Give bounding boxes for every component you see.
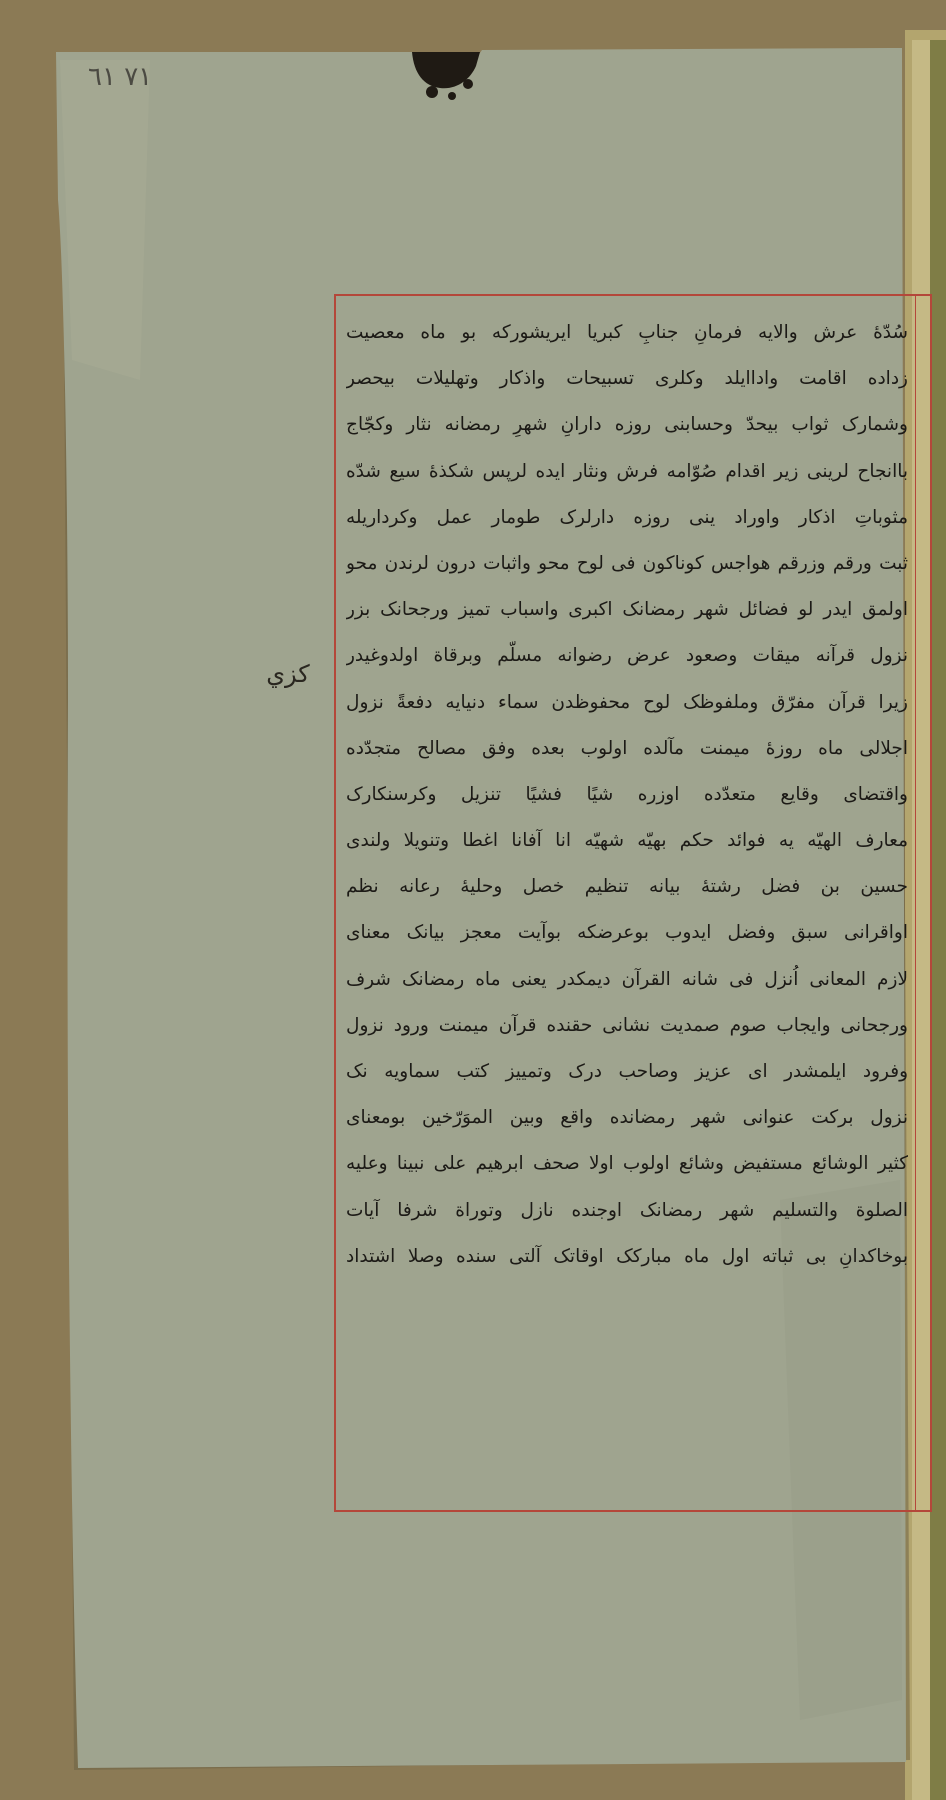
- text-line: نزول قرآنه میقات وصعود عرض رضوانه مسلّم وبرقاة اولدوغیدر: [346, 645, 908, 667]
- text-line: ثبت ورقم وزرقم هواجس کوناکون فی لوح محو واثبات درون لرندن محو: [346, 552, 908, 574]
- frame-inner-rule: [915, 294, 916, 1512]
- text-line: زیرا قرآن مفرّق وملفوظک لوح محفوظدن سماء دنیایه دفعةً نزول: [346, 691, 908, 713]
- text-line: وشمارک ثواب بیحدّ وحسابنی روزه دارانِ شهرِ رمضانه نثار وکجّاج: [346, 414, 908, 436]
- text-line: بوخاکدانِ بی ثباته اول ماه مبارکک اوقاتک آلتی سنده وصلا اشتداد: [346, 1245, 908, 1267]
- marginal-note: كزي: [266, 660, 310, 688]
- text-line: اواقرانی سبق وفضل ایدوب بوعرضکه بوآیت معجز بیانک معنای: [346, 922, 908, 944]
- text-line: اجلالی ماه روزهٔ میمنت مآلده اولوب بعده وفق مصالح متجدّده: [346, 737, 908, 759]
- text-line: واقتضای وقایع متعدّده اوزره شیًا فشیًا تنزیل وکرسنکارک: [346, 783, 908, 805]
- text-line: الصلوة والتسلیم شهر رمضانک اوجنده نازل وتوراة شرفا آیات: [346, 1199, 908, 1221]
- text-line: مثوباتِ اذکار واوراد ینی روزه دارلرک طومار عمل وکرداریله: [346, 506, 908, 528]
- text-line: حسین بن فضل رشتهٔ بیانه تنظیم خصل وحلیهٔ رعانه نظم: [346, 876, 908, 898]
- text-line: زداده اقامت واداایلد وکلری تسبیحات واذکار وتهلیلات بیحصر: [346, 368, 908, 390]
- text-lines: [346, 310, 908, 1280]
- text-line: باانجاح لرینی زیر اقدام صُوّامه فرش ونثار ایده لرپس شکذهٔ سیع شدّه: [346, 460, 908, 482]
- folio-number: ٧١ ٦١: [88, 62, 153, 92]
- text-line: معارف الهیّه یه فوائد حکم بهیّه شهیّه انا آفانا اغطا وتنویلا ولندی: [346, 830, 908, 852]
- text-line: کثیر الوشائع مستفیض وشائع اولوب اولا صحف ابرهیم علی نبینا وعلیه: [346, 1153, 908, 1175]
- text-line: اولمق ایدر لو فضائل شهر رمضانک اکبری واسباب تمیز ورجحانک بزر: [346, 599, 908, 621]
- text-line: نزول برکت عنوانی شهر رمضانده واقع وبین الموَرّخین بومعنای: [346, 1107, 908, 1129]
- text-line: ورجحانی وایجاب صوم صمدیت نشانی حقنده قرآن میمنت ورود نزول: [346, 1014, 908, 1036]
- text-line: لازم المعانی اُنزل فی شانه القرآن دیمکدر یعنی ماه رمضانک شرف: [346, 968, 908, 990]
- text-line: وفرود ایلمشدر ای عزیز وصاحب درک وتمییز کتب سماویه نک: [346, 1061, 908, 1082]
- text-frame: [334, 294, 932, 1512]
- text-line: سُدّهٔ عرش والایه فرمانِ جنابِ کبریا ایریشورکه بو ماه معصیت: [346, 322, 908, 343]
